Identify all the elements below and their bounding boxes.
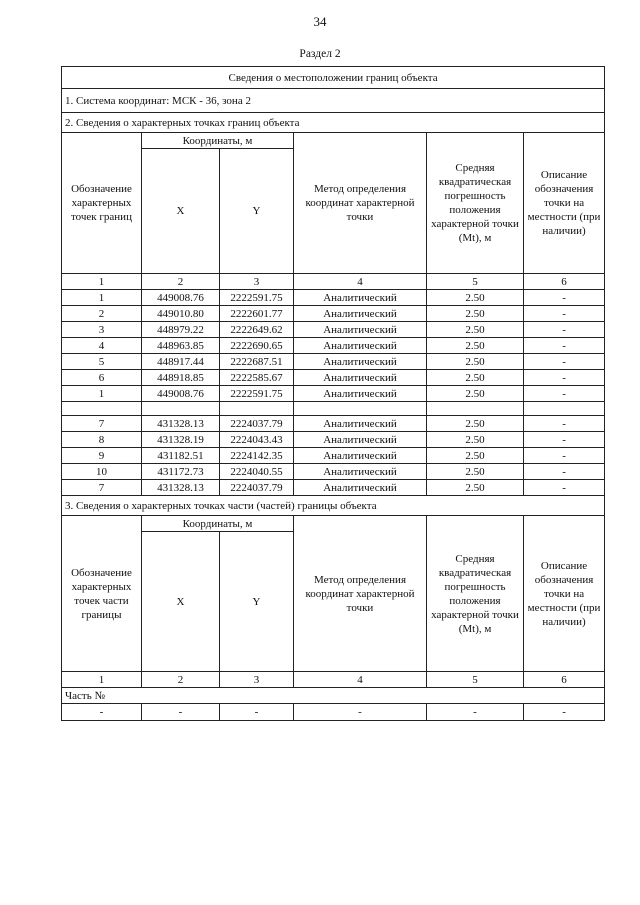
table-title: Сведения о местоположении границ объекта [62, 67, 605, 89]
boundary-table [61, 66, 605, 721]
method: Аналитический [294, 370, 427, 386]
coord-x: 448918.85 [142, 370, 220, 386]
description: - [524, 290, 605, 306]
point-number: 9 [62, 448, 142, 464]
coord-x: 448917.44 [142, 354, 220, 370]
header-x: X [142, 532, 220, 672]
dash-cell: - [427, 704, 524, 721]
header-designation-part: Обозначение характерных точек части границы [62, 516, 142, 672]
coord-y: 2224037.79 [220, 480, 294, 496]
error: 2.50 [427, 480, 524, 496]
header-coordinates: Координаты, м [142, 133, 294, 149]
error: 2.50 [427, 306, 524, 322]
method: Аналитический [294, 386, 427, 402]
point-number: 2 [62, 306, 142, 322]
column-number: 2 [142, 672, 220, 688]
coord-y: 2222690.65 [220, 338, 294, 354]
coord-x: 431172.73 [142, 464, 220, 480]
coord-x: 431182.51 [142, 448, 220, 464]
header-error: Средняя квадратическая погрешность положения характерной точки (Mt), м [427, 516, 524, 672]
error: 2.50 [427, 416, 524, 432]
table-row [62, 370, 605, 386]
part-header-row-1 [62, 516, 605, 532]
header-error: Средняя квадратическая погрешность положения характерной точки (Mt), м [427, 133, 524, 274]
column-number: 1 [62, 672, 142, 688]
table-row [62, 386, 605, 402]
coord-y: 2222591.75 [220, 290, 294, 306]
description: - [524, 448, 605, 464]
table-title-row [62, 67, 605, 89]
dash-cell: - [62, 704, 142, 721]
empty-cell [142, 402, 220, 416]
empty-cell [62, 402, 142, 416]
section2-title-row [62, 113, 605, 133]
coord-x: 431328.19 [142, 432, 220, 448]
table-row [62, 338, 605, 354]
point-number: 5 [62, 354, 142, 370]
description: - [524, 338, 605, 354]
method: Аналитический [294, 290, 427, 306]
coord-y: 2222649.62 [220, 322, 294, 338]
method: Аналитический [294, 338, 427, 354]
coord-y: 2224043.43 [220, 432, 294, 448]
table-row [62, 432, 605, 448]
header-coordinates: Координаты, м [142, 516, 294, 532]
dash-cell: - [220, 704, 294, 721]
header-description: Описание обозначения точки на местности (при наличии) [524, 516, 605, 672]
dash-cell: - [524, 704, 605, 721]
coord-y: 2222601.77 [220, 306, 294, 322]
part-label-row [62, 688, 605, 704]
section3-title: 3. Сведения о характерных точках части (частей) границы объекта [62, 496, 605, 516]
table-row [62, 416, 605, 432]
column-number: 4 [294, 672, 427, 688]
method: Аналитический [294, 354, 427, 370]
description: - [524, 322, 605, 338]
error: 2.50 [427, 464, 524, 480]
coord-y: 2224040.55 [220, 464, 294, 480]
section3-title-row [62, 496, 605, 516]
header-description: Описание обозначения точки на местности (при наличии) [524, 133, 605, 274]
description: - [524, 416, 605, 432]
empty-cell [427, 402, 524, 416]
point-number: 4 [62, 338, 142, 354]
error: 2.50 [427, 448, 524, 464]
description: - [524, 464, 605, 480]
point-number: 10 [62, 464, 142, 480]
page-number: 34 [313, 14, 327, 29]
point-number: 7 [62, 416, 142, 432]
header-method: Метод определения координат характерной точки [294, 133, 427, 274]
column-number: 6 [524, 274, 605, 290]
error: 2.50 [427, 370, 524, 386]
method: Аналитический [294, 416, 427, 432]
table-row [62, 290, 605, 306]
description: - [524, 480, 605, 496]
description: - [524, 354, 605, 370]
header-designation: Обозначение характерных точек границ [62, 133, 142, 274]
method: Аналитический [294, 322, 427, 338]
method: Аналитический [294, 448, 427, 464]
table-row [62, 464, 605, 480]
coord-system: 1. Система координат: МСК - 36, зона 2 [62, 89, 605, 113]
empty-cell [294, 402, 427, 416]
point-number: 1 [62, 386, 142, 402]
error: 2.50 [427, 338, 524, 354]
column-number: 1 [62, 274, 142, 290]
point-number: 1 [62, 290, 142, 306]
column-number: 5 [427, 672, 524, 688]
header-row-1 [62, 133, 605, 149]
description: - [524, 432, 605, 448]
method: Аналитический [294, 432, 427, 448]
coord-x: 449008.76 [142, 386, 220, 402]
column-number-row [62, 274, 605, 290]
empty-cell [524, 402, 605, 416]
coord-x: 449010.80 [142, 306, 220, 322]
point-number: 6 [62, 370, 142, 386]
column-number: 2 [142, 274, 220, 290]
coord-y: 2222585.67 [220, 370, 294, 386]
coord-y: 2224037.79 [220, 416, 294, 432]
separator-row [62, 402, 605, 416]
table-row [62, 480, 605, 496]
error: 2.50 [427, 290, 524, 306]
description: - [524, 386, 605, 402]
table-row [62, 704, 605, 721]
coord-x: 431328.13 [142, 416, 220, 432]
dash-cell: - [294, 704, 427, 721]
point-number: 8 [62, 432, 142, 448]
dash-cell: - [142, 704, 220, 721]
method: Аналитический [294, 306, 427, 322]
table-row [62, 448, 605, 464]
column-number: 3 [220, 274, 294, 290]
coord-x: 448963.85 [142, 338, 220, 354]
empty-cell [220, 402, 294, 416]
coord-x: 449008.76 [142, 290, 220, 306]
error: 2.50 [427, 432, 524, 448]
description: - [524, 306, 605, 322]
error: 2.50 [427, 354, 524, 370]
coord-system-row [62, 89, 605, 113]
method: Аналитический [294, 464, 427, 480]
coord-x: 431328.13 [142, 480, 220, 496]
column-number: 4 [294, 274, 427, 290]
point-number: 3 [62, 322, 142, 338]
coord-x: 448979.22 [142, 322, 220, 338]
column-number: 6 [524, 672, 605, 688]
header-y: Y [220, 532, 294, 672]
error: 2.50 [427, 386, 524, 402]
coord-y: 2222687.51 [220, 354, 294, 370]
section2-title: 2. Сведения о характерных точках границ объекта [62, 113, 605, 133]
table-row [62, 322, 605, 338]
column-number: 5 [427, 274, 524, 290]
section-label: Раздел 2 [299, 48, 341, 60]
table-row [62, 306, 605, 322]
error: 2.50 [427, 322, 524, 338]
description: - [524, 370, 605, 386]
method: Аналитический [294, 480, 427, 496]
header-y: Y [220, 149, 294, 274]
part-label: Часть № [62, 688, 605, 704]
column-number-row [62, 672, 605, 688]
column-number: 3 [220, 672, 294, 688]
coord-y: 2224142.35 [220, 448, 294, 464]
coord-y: 2222591.75 [220, 386, 294, 402]
point-number: 7 [62, 480, 142, 496]
table-row [62, 354, 605, 370]
header-method: Метод определения координат характерной точки [294, 516, 427, 672]
header-x: X [142, 149, 220, 274]
